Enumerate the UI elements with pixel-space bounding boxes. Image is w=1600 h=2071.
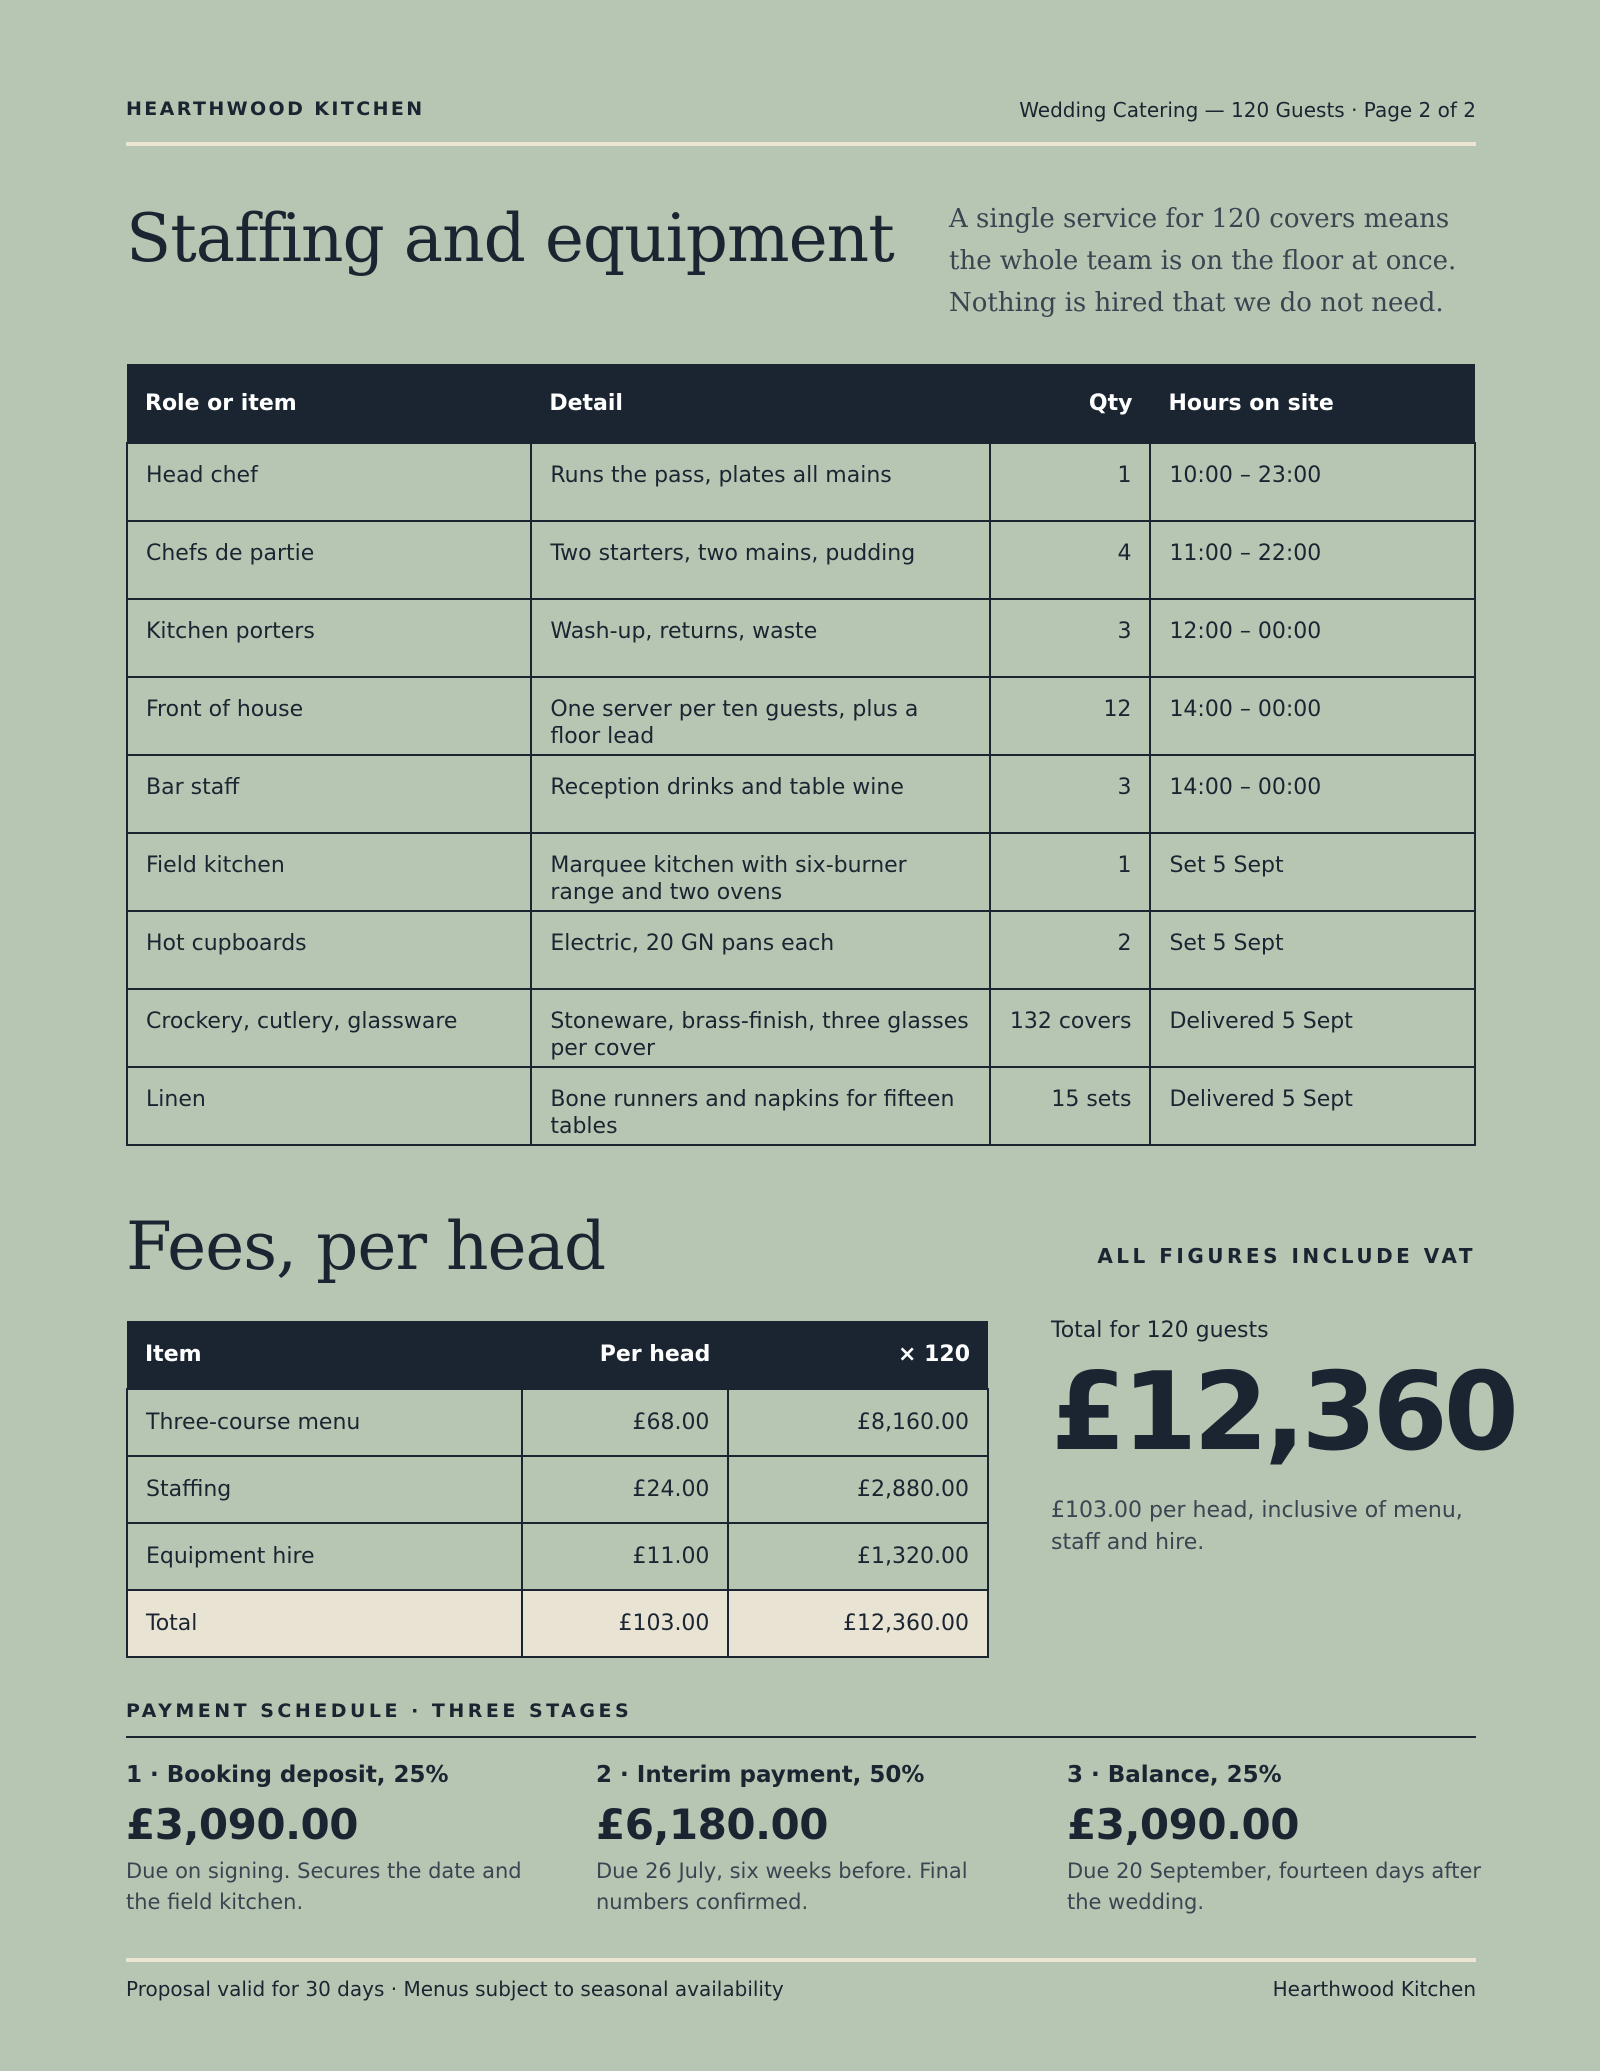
column-header: Role or item bbox=[127, 364, 531, 443]
cell-item: Crockery, cutlery, glassware bbox=[127, 989, 531, 1067]
cell-hours: Delivered 5 Sept bbox=[1150, 1067, 1475, 1145]
table-row bbox=[127, 833, 1475, 911]
table-row bbox=[127, 755, 1475, 833]
cell-item: Equipment hire bbox=[127, 1523, 522, 1590]
column-header: Qty bbox=[990, 364, 1151, 443]
cell-hours: 11:00 – 22:00 bbox=[1150, 521, 1475, 599]
stage-amount: £3,090.00 bbox=[1067, 1800, 1299, 1849]
page-header bbox=[126, 94, 1476, 126]
staffing-header-row bbox=[127, 364, 1475, 443]
cell-qty: 3 bbox=[990, 599, 1151, 677]
total-label: Total for 120 guests bbox=[1051, 1318, 1269, 1343]
cell-total: £1,320.00 bbox=[728, 1523, 988, 1590]
total-amount: £12,360 bbox=[1051, 1350, 1515, 1475]
cell-hours: 14:00 – 00:00 bbox=[1150, 755, 1475, 833]
cell-detail: One server per ten guests, plus a floor lead bbox=[531, 677, 989, 755]
stage-title: 3 · Balance, 25% bbox=[1067, 1762, 1282, 1788]
cell-item: Chefs de partie bbox=[127, 521, 531, 599]
table-row bbox=[127, 989, 1475, 1067]
footer-divider bbox=[126, 1958, 1476, 1962]
table-row bbox=[127, 521, 1475, 599]
cell-total: £12,360.00 bbox=[728, 1590, 988, 1657]
document-meta: Wedding Catering — 120 Guests · Page 2 of 2 bbox=[1019, 98, 1476, 122]
cell-item: Head chef bbox=[127, 443, 531, 521]
table-row bbox=[127, 677, 1475, 755]
cell-qty: 15 sets bbox=[990, 1067, 1151, 1145]
cell-detail: Wash-up, returns, waste bbox=[531, 599, 989, 677]
table-row bbox=[127, 1456, 988, 1523]
cell-qty: 1 bbox=[990, 833, 1151, 911]
footer-brand: Hearthwood Kitchen bbox=[1272, 1977, 1476, 2001]
cell-hours: 10:00 – 23:00 bbox=[1150, 443, 1475, 521]
cell-per-head: £24.00 bbox=[522, 1456, 729, 1523]
cell-hours: Delivered 5 Sept bbox=[1150, 989, 1475, 1067]
header-divider bbox=[126, 142, 1476, 146]
payment-stage bbox=[1067, 1762, 1487, 1918]
cell-hours: Set 5 Sept bbox=[1150, 833, 1475, 911]
cell-per-head: £103.00 bbox=[522, 1590, 729, 1657]
table-row bbox=[127, 1523, 988, 1590]
stage-title: 1 · Booking deposit, 25% bbox=[126, 1762, 449, 1788]
payment-stage bbox=[126, 1762, 546, 1918]
cell-qty: 2 bbox=[990, 911, 1151, 989]
fees-table bbox=[126, 1321, 989, 1658]
cell-per-head: £11.00 bbox=[522, 1523, 729, 1590]
cell-qty: 4 bbox=[990, 521, 1151, 599]
staffing-table bbox=[126, 364, 1476, 1146]
staffing-intro: A single service for 120 covers means the whole team is on the floor at once. Nothing is hired that we do not need. bbox=[949, 204, 1457, 318]
cell-item: Front of house bbox=[127, 677, 531, 755]
vat-note: ALL FIGURES INCLUDE VAT bbox=[1097, 1244, 1476, 1268]
table-row bbox=[127, 1067, 1475, 1145]
cell-qty: 3 bbox=[990, 755, 1151, 833]
table-row bbox=[127, 1389, 988, 1456]
stage-description: Due 26 July, six weeks before. Final numbers confirmed. bbox=[596, 1859, 968, 1914]
stage-description: Due 20 September, fourteen days after the wedding. bbox=[1067, 1859, 1482, 1914]
cell-item: Three-course menu bbox=[127, 1389, 522, 1456]
cell-per-head: £68.00 bbox=[522, 1389, 729, 1456]
cell-item: Kitchen porters bbox=[127, 599, 531, 677]
column-header: Per head bbox=[522, 1321, 729, 1389]
cell-item: Bar staff bbox=[127, 755, 531, 833]
total-note: £103.00 per head, inclusive of menu, staff and hire. bbox=[1051, 1498, 1463, 1555]
table-row bbox=[127, 443, 1475, 521]
stage-amount: £6,180.00 bbox=[596, 1800, 828, 1849]
column-header: Item bbox=[127, 1321, 522, 1389]
total-row bbox=[127, 1590, 988, 1657]
cell-total: £2,880.00 bbox=[728, 1456, 988, 1523]
cell-total: £8,160.00 bbox=[728, 1389, 988, 1456]
cell-detail: Marquee kitchen with six-burner range and two ovens bbox=[531, 833, 989, 911]
table-row bbox=[127, 599, 1475, 677]
column-header: Hours on site bbox=[1150, 364, 1475, 443]
cell-qty: 132 covers bbox=[990, 989, 1151, 1067]
fees-title: Fees, per head bbox=[126, 1208, 606, 1285]
cell-detail: Electric, 20 GN pans each bbox=[531, 911, 989, 989]
footer-terms: Proposal valid for 30 days · Menus subject to seasonal availability bbox=[126, 1977, 784, 2001]
cell-item: Field kitchen bbox=[127, 833, 531, 911]
cell-detail: Bone runners and napkins for fifteen tables bbox=[531, 1067, 989, 1145]
cell-detail: Reception drinks and table wine bbox=[531, 755, 989, 833]
cell-detail: Runs the pass, plates all mains bbox=[531, 443, 989, 521]
stage-description: Due on signing. Secures the date and the field kitchen. bbox=[126, 1859, 522, 1914]
payment-divider bbox=[126, 1736, 1476, 1738]
cell-hours: Set 5 Sept bbox=[1150, 911, 1475, 989]
total-summary bbox=[1051, 1318, 1515, 1559]
payment-stage bbox=[596, 1762, 1016, 1918]
column-header: Detail bbox=[531, 364, 989, 443]
stage-title: 2 · Interim payment, 50% bbox=[596, 1762, 925, 1788]
staffing-title: Staffing and equipment bbox=[126, 200, 894, 277]
proposal-page bbox=[126, 0, 1515, 2071]
fees-header-row bbox=[127, 1321, 988, 1389]
cell-detail: Two starters, two mains, pudding bbox=[531, 521, 989, 599]
column-header: × 120 bbox=[728, 1321, 988, 1389]
brand-name: HEARTHWOOD KITCHEN bbox=[126, 98, 425, 120]
cell-item: Linen bbox=[127, 1067, 531, 1145]
cell-hours: 14:00 – 00:00 bbox=[1150, 677, 1475, 755]
payment-heading: PAYMENT SCHEDULE · THREE STAGES bbox=[126, 1700, 633, 1722]
cell-item: Total bbox=[127, 1590, 522, 1657]
cell-hours: 12:00 – 00:00 bbox=[1150, 599, 1475, 677]
cell-item: Hot cupboards bbox=[127, 911, 531, 989]
cell-qty: 12 bbox=[990, 677, 1151, 755]
table-row bbox=[127, 911, 1475, 989]
cell-qty: 1 bbox=[990, 443, 1151, 521]
cell-item: Staffing bbox=[127, 1456, 522, 1523]
cell-detail: Stoneware, brass-finish, three glasses per cover bbox=[531, 989, 989, 1067]
stage-amount: £3,090.00 bbox=[126, 1800, 358, 1849]
